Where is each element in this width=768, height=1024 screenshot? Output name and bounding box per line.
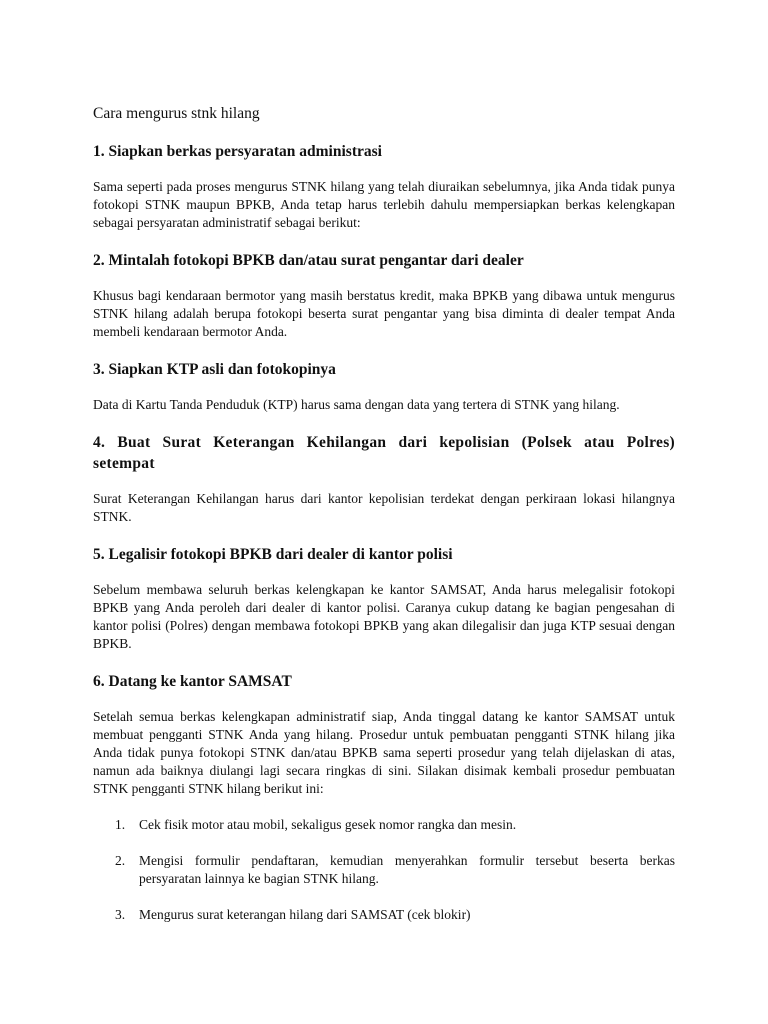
list-item-text: Mengurus surat keterangan hilang dari SAMSAT (cek blokir) [139, 907, 471, 922]
list-item [93, 906, 675, 924]
section-paragraph: Sama seperti pada proses mengurus STNK hilang yang telah diuraikan sebelumnya, jika Anda tidak punya fotokopi STNK maupun BPKB, Anda tetap harus terlebih dahulu mempersiapkan berkas kelengkapan sebagai persyaratan administratif sebagai berikut: [93, 179, 675, 230]
section-paragraph: Khusus bagi kendaraan bermotor yang masih berstatus kredit, maka BPKB yang dibawa untuk mengurus STNK hilang adalah berupa fotokopi beserta surat pengantar yang bisa diminta di dealer tempat Anda membeli kendaraan bermotor Anda. [93, 288, 675, 339]
document-title: Cara mengurus stnk hilang [93, 105, 260, 122]
section-6 [93, 671, 675, 798]
list-item [93, 816, 675, 834]
section-5 [93, 544, 675, 653]
list-item-text: Cek fisik motor atau mobil, sekaligus gesek nomor rangka dan mesin. [139, 817, 517, 832]
section-heading: 2. Mintalah fotokopi BPKB dan/atau surat pengantar dari dealer [93, 252, 524, 269]
section-paragraph: Sebelum membawa seluruh berkas kelengkapan ke kantor SAMSAT, Anda harus melegalisir fotokopi BPKB yang Anda peroleh dari dealer di kantor polisi. Caranya cukup datang ke bagian pengesahan di kantor polisi (Polres) dengan membawa fotokopi BPKB yang akan dilegalisir dan juga KTP sesuai dengan BPKB. [93, 582, 675, 651]
list-item [93, 852, 675, 888]
section-paragraph: Setelah semua berkas kelengkapan administratif siap, Anda tinggal datang ke kantor SAMSAT untuk membuat pengganti STNK Anda yang hilang. Prosedur untuk pembuatan pengganti STNK hilang jika Anda tidak punya fotokopi STNK dan/atau BPKB sama seperti prosedur yang telah dijelaskan di atas, namun ada baiknya diulangi lagi secara ringkas di sini. Silakan disimak kembali prosedur pembuatan STNK pengganti STNK hilang berikut ini: [93, 709, 675, 796]
procedure-list [93, 816, 675, 924]
section-heading: 3. Siapkan KTP asli dan fotokopinya [93, 361, 336, 378]
section-1 [93, 141, 675, 232]
section-heading: 1. Siapkan berkas persyaratan administrasi [93, 143, 382, 160]
list-item-text: Mengisi formulir pendaftaran, kemudian menyerahkan formulir tersebut beserta berkas persyaratan lainnya ke bagian STNK hilang. [139, 853, 675, 886]
section-heading: 4. Buat Surat Keterangan Kehilangan dari kepolisian (Polsek atau Polres) setempat [93, 434, 675, 472]
section-heading: 5. Legalisir fotokopi BPKB dari dealer di kantor polisi [93, 546, 453, 563]
section-paragraph: Data di Kartu Tanda Penduduk (KTP) harus sama dengan data yang tertera di STNK yang hilang. [93, 397, 620, 412]
section-heading: 6. Datang ke kantor SAMSAT [93, 673, 292, 690]
section-3 [93, 359, 675, 414]
section-2 [93, 250, 675, 341]
list-item-number: 2. [115, 853, 126, 868]
list-item-number: 1. [115, 817, 126, 832]
section-4 [93, 432, 675, 526]
list-item-number: 3. [115, 907, 126, 922]
section-paragraph: Surat Keterangan Kehilangan harus dari kantor kepolisian terdekat dengan perkiraan lokasi hilangnya STNK. [93, 491, 675, 524]
